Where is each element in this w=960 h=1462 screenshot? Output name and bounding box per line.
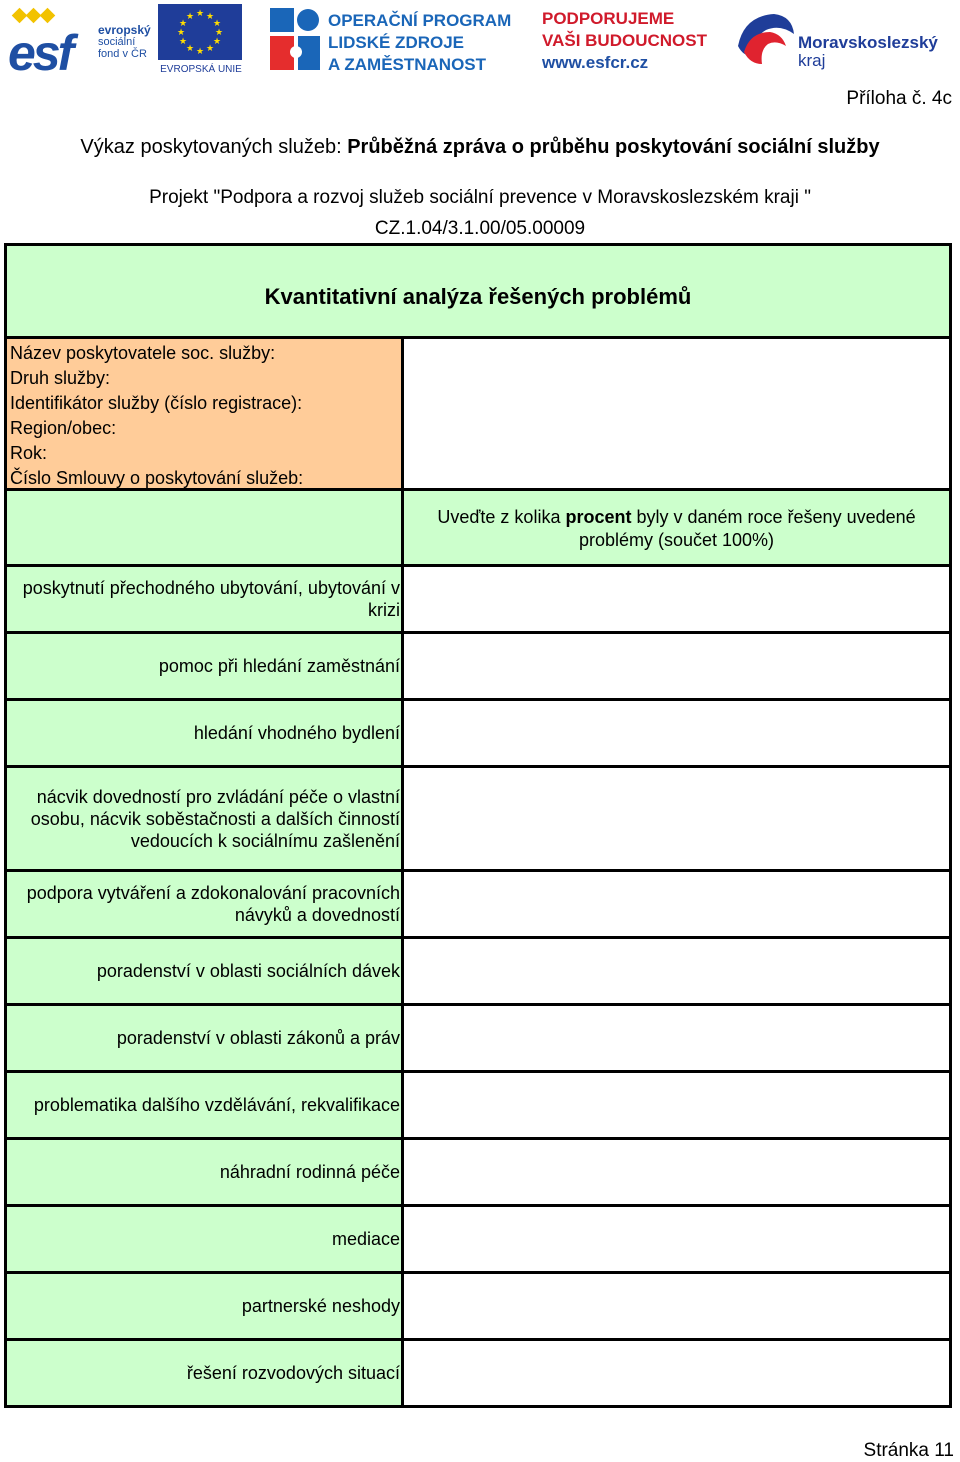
year-label: Rok: xyxy=(10,443,48,463)
problem-row-label: mediace xyxy=(4,1207,404,1274)
esf-logo xyxy=(8,6,156,81)
problem-row-label: poskytnutí přechodného ubytování, ubytování v krizi xyxy=(4,567,404,634)
section-title: Kvantitativní analýza řešených problémů xyxy=(264,284,692,309)
problem-row-label: poradenství v oblasti zákonů a práv xyxy=(4,1006,404,1073)
provider-info-labels xyxy=(4,339,404,491)
problem-row-label: pomoc při hledání zaměstnání xyxy=(4,634,404,701)
percent-input-cell[interactable] xyxy=(404,1073,952,1140)
registration-number: CZ.1.04/3.1.00/05.00009 xyxy=(374,218,586,239)
percent-input-cell[interactable] xyxy=(404,701,952,768)
percent-input-cell[interactable] xyxy=(404,939,952,1006)
region-label: Region/obec: xyxy=(10,418,117,438)
provider-info-input-cell[interactable] xyxy=(404,339,952,491)
eu-logo xyxy=(158,4,244,76)
problem-row-label: hledání vhodného bydlení xyxy=(4,701,404,768)
problem-row-label: poradenství v oblasti sociálních dávek xyxy=(4,939,404,1006)
document-title: Výkaz poskytovaných služeb: Průběžná zpráva o průběhu poskytování sociální služby xyxy=(80,136,880,158)
svg-text:★: ★ xyxy=(195,9,205,19)
percent-input-cell[interactable] xyxy=(404,1140,952,1207)
svg-text:★: ★ xyxy=(205,44,215,54)
eu-caption: EVROPSKÁ UNIE xyxy=(160,64,242,75)
percent-input-cell[interactable] xyxy=(404,1341,952,1408)
contract-number-label: Číslo Smlouvy o poskytování služeb: xyxy=(10,468,304,488)
msk-emblem-icon xyxy=(730,6,796,72)
svg-text:★: ★ xyxy=(178,19,188,29)
problem-row-label: náhradní rodinná péče xyxy=(4,1140,404,1207)
section-header xyxy=(4,243,952,339)
service-type-label: Druh služby: xyxy=(10,368,111,388)
service-id-label: Identifikátor služby (číslo registrace): xyxy=(10,393,303,413)
svg-text:★: ★ xyxy=(185,12,195,22)
svg-text:★: ★ xyxy=(185,44,195,54)
percent-input-cell[interactable] xyxy=(404,768,952,872)
puzzle-icon xyxy=(268,6,324,74)
svg-text:★: ★ xyxy=(205,12,215,22)
esf-mark-icon: esf xyxy=(8,6,100,76)
page-number: Stránka 11 xyxy=(863,1440,954,1461)
eu-flag-icon xyxy=(158,4,242,60)
percent-column-header: Uveďte z kolika procent byly v daném roce řešeny uvedené problémy (součet 100%) xyxy=(404,491,952,567)
percent-input-cell[interactable] xyxy=(404,634,952,701)
op-lzz-logo xyxy=(268,6,528,76)
percent-input-cell[interactable] xyxy=(404,1274,952,1341)
problem-row-label: podpora vytváření a zdokonalování pracovních návyků a dovedností xyxy=(4,872,404,939)
svg-text:★: ★ xyxy=(178,37,188,47)
moravskoslezsky-kraj-logo: Moravskoslezský kraj xyxy=(730,6,950,76)
esf-caption: evropský sociální fond v ČR xyxy=(98,23,151,60)
svg-text:★: ★ xyxy=(212,19,222,29)
logo-strip xyxy=(0,0,960,80)
header-empty-cell xyxy=(4,491,404,567)
problem-row-label: problematika dalšího vzdělávání, rekvalifikace xyxy=(4,1073,404,1140)
annex-label: Příloha č. 4c xyxy=(846,88,952,109)
problem-row-label: řešení rozvodových situací xyxy=(4,1341,404,1408)
percent-input-cell[interactable] xyxy=(404,872,952,939)
percent-input-cell[interactable] xyxy=(404,1006,952,1073)
percent-input-cell[interactable] xyxy=(404,1207,952,1274)
svg-text:★: ★ xyxy=(176,28,186,38)
svg-text:★: ★ xyxy=(195,47,205,57)
op-text: OPERAČNÍ PROGRAM LIDSKÉ ZDROJE A ZAMĚSTNANOST xyxy=(328,11,512,74)
esfcr-logo: PODPORUJEME VAŠI BUDOUCNOST www.esfcr.cz xyxy=(542,9,707,72)
svg-text:★: ★ xyxy=(212,37,222,47)
project-name: Projekt "Podpora a rozvoj služeb sociální prevence v Moravskoslezském kraji " xyxy=(149,187,811,208)
provider-name-label: Název poskytovatele soc. služby: xyxy=(10,343,276,363)
problem-row-label: partnerské neshody xyxy=(4,1274,404,1341)
problem-row-label: nácvik dovedností pro zvládání péče o vlastní osobu, nácvik soběstačnosti a dalších činností vedoucích k sociálnímu zašlenění xyxy=(4,768,404,872)
percent-input-cell[interactable] xyxy=(404,567,952,634)
svg-text:★: ★ xyxy=(214,28,224,38)
